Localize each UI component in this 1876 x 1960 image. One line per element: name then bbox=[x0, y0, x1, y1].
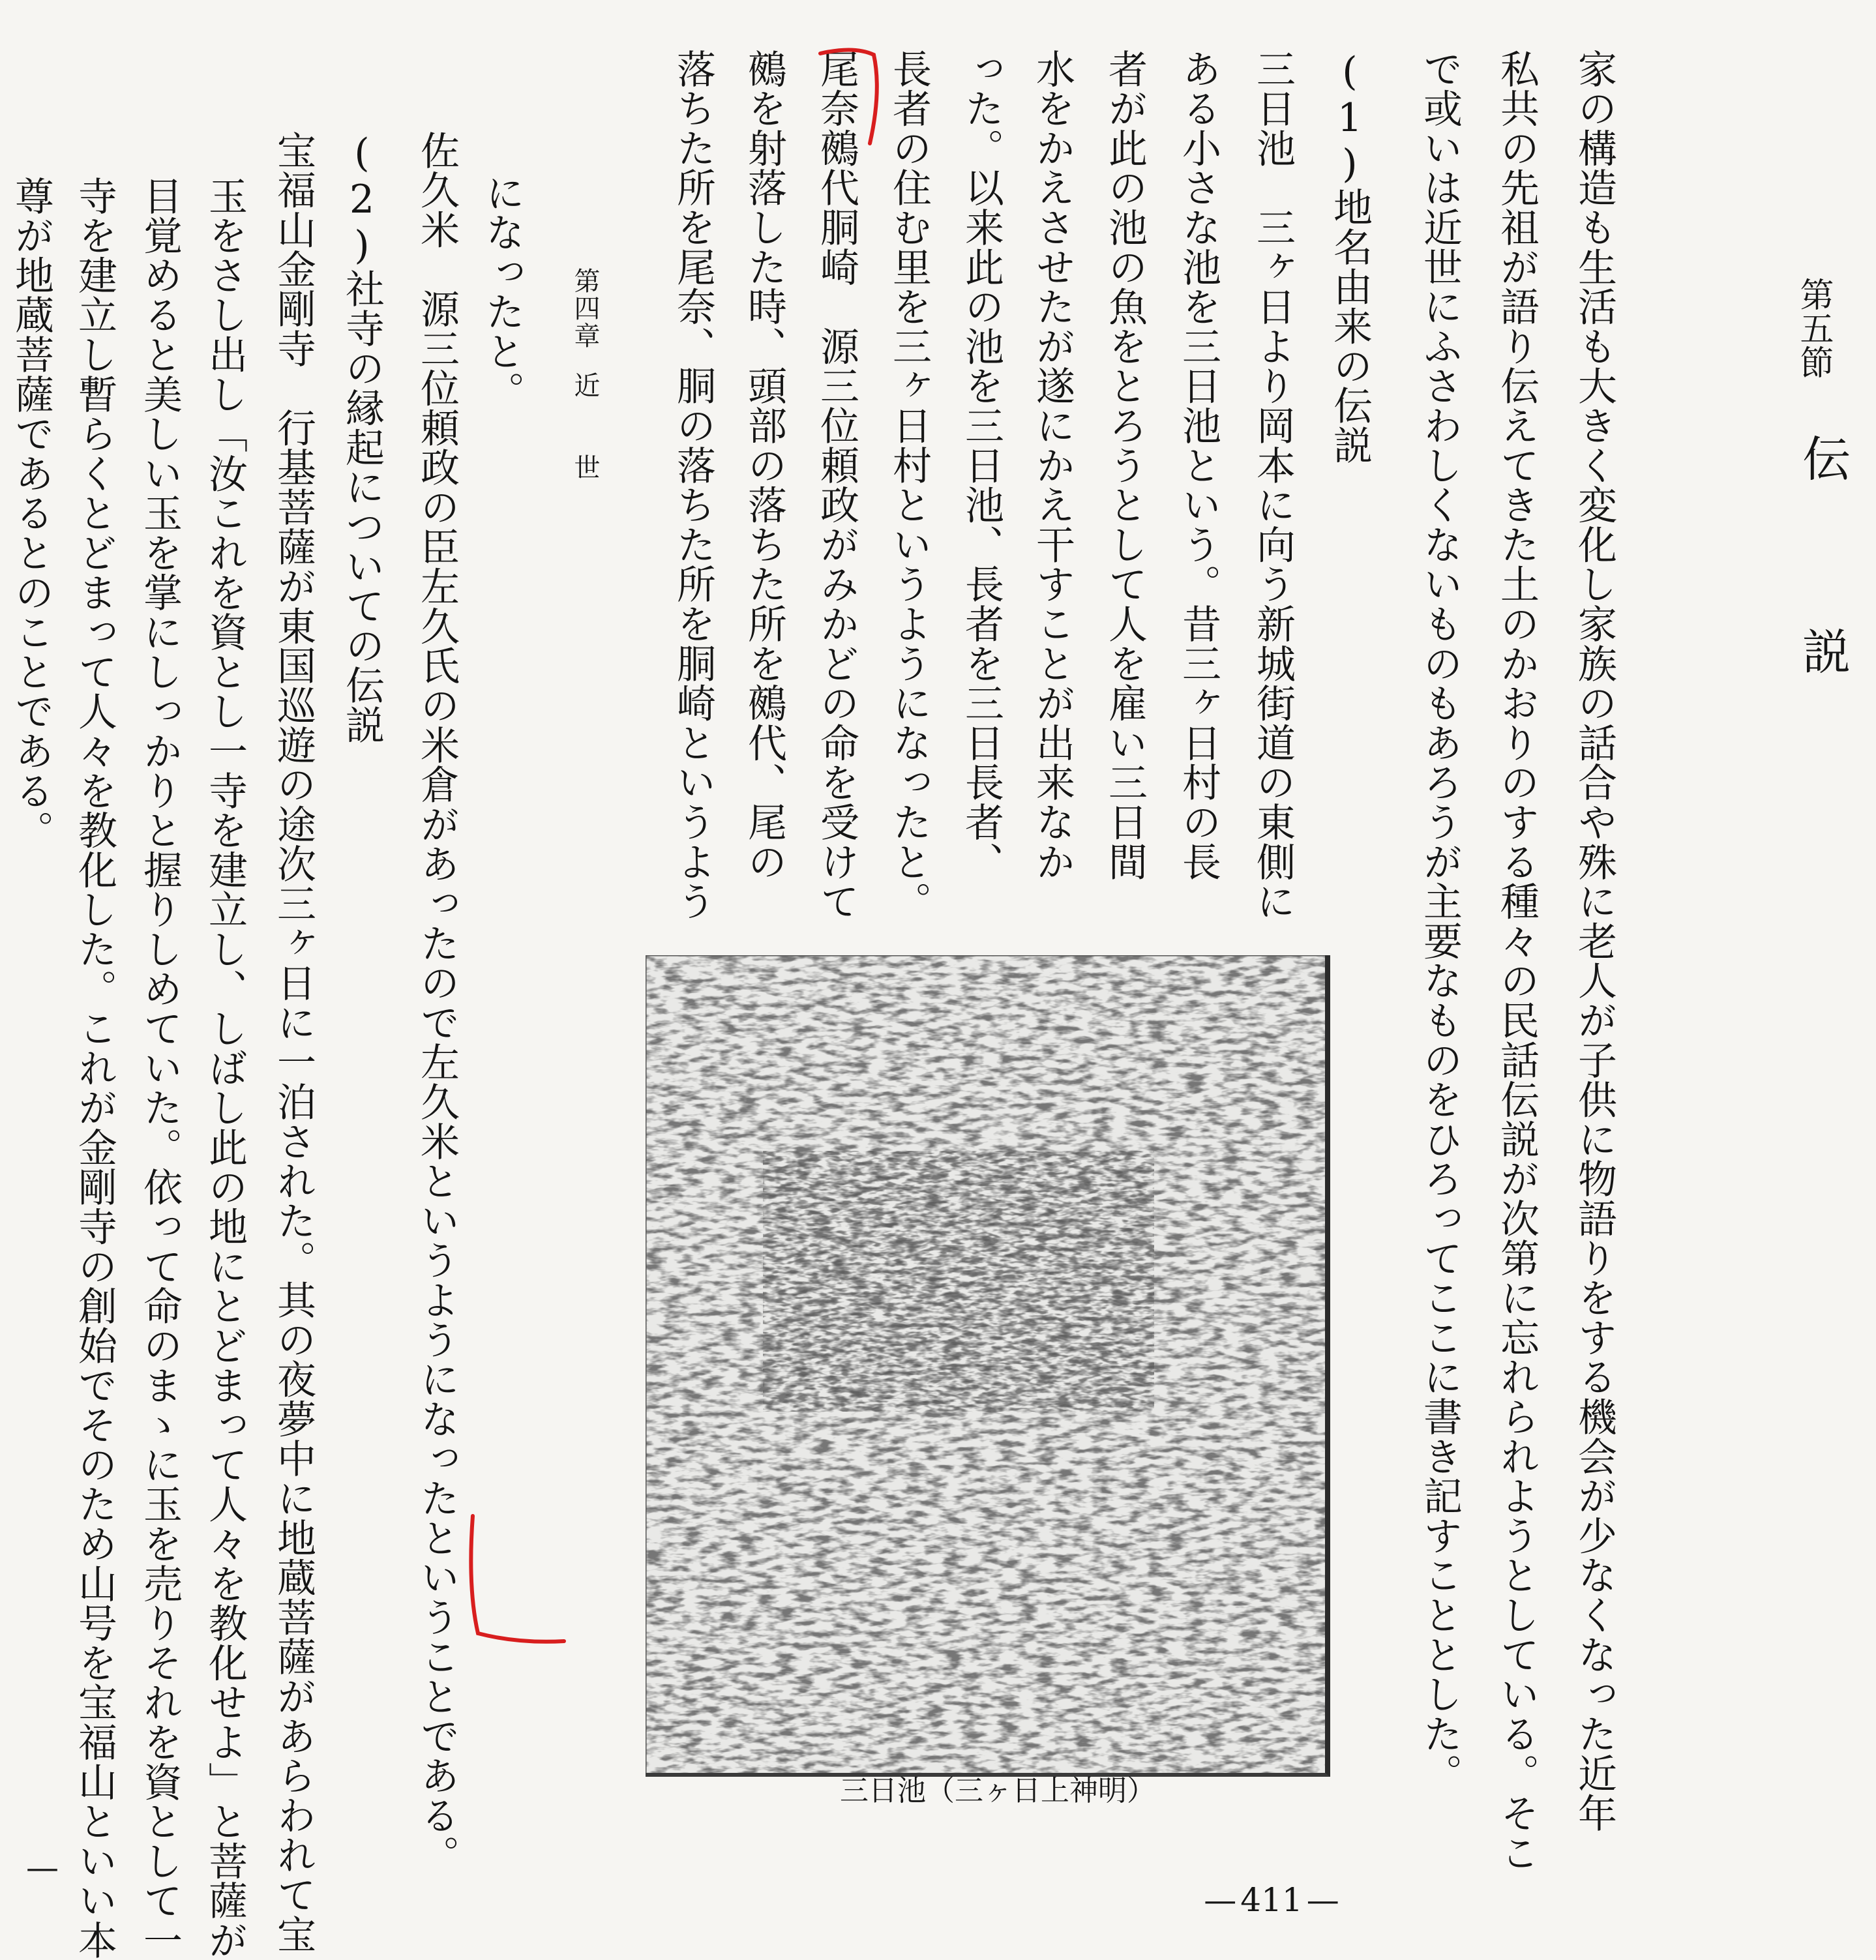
page-number-right-dash: — bbox=[1306, 1881, 1339, 1919]
red-bracket-bottom-stroke bbox=[471, 1516, 564, 1642]
mikkaike-line-2: ある小さな池を三日池という。昔三ヶ日村の長 bbox=[1176, 49, 1221, 882]
pond-photo-image bbox=[646, 955, 1330, 1777]
pond-photo bbox=[646, 955, 1330, 1777]
subsection-heading-temples: (2)社寺の縁起についての伝説 bbox=[339, 130, 385, 745]
mikkaike-line-5: った。以来此の池を三日池、長者を三日長者、 bbox=[959, 49, 1004, 882]
mikkaike-line-3: 者が此の池の魚をとろうとして人を雇い三日間 bbox=[1102, 49, 1148, 882]
onata-line-3: 落ちた所を尾奈、胴の落ちた所を胴崎というよう bbox=[670, 49, 716, 921]
mikkaike-line-4: 水をかえさせたが遂にかえ干すことが出来なか bbox=[1030, 49, 1075, 882]
kongoji-line-2: 玉をさし出し「汝これを資とし一寺を建立し、しばし此の地にとどまって人々を教化せよ」と菩薩が bbox=[202, 176, 248, 1960]
onata-line-4: になったと。 bbox=[479, 173, 525, 411]
onata-line-2: 鵺を射落した時、頭部の落ちた所を鵺代、尾の bbox=[741, 49, 787, 882]
page-number-value: 411 bbox=[1240, 1881, 1303, 1919]
kongoji-line-4: 寺を建立し暫らくとどまって人々を教化した。これが金剛寺の創始でそのため山号を宝福山といい本 bbox=[72, 176, 117, 1960]
margin-dash: — bbox=[26, 1849, 59, 1886]
page-number-left-dash: — bbox=[1204, 1881, 1237, 1919]
red-bracket-bottom bbox=[460, 1509, 577, 1659]
kongoji-line-1: 宝福山金剛寺 行基菩薩が東国巡遊の途次三ヶ日に一泊された。其の夜夢中に地蔵菩薩があらわれて宝 bbox=[271, 130, 316, 1954]
mikkaike-line-1: 三日池 三ヶ日より岡本に向う新城街道の東側に bbox=[1250, 49, 1296, 921]
subsection-heading-place-names: (1)地名由来の伝説 bbox=[1327, 49, 1373, 465]
intro-line-2: 私共の先祖が語り伝えてきた土のかおりのする種々の民話伝説が次第に忘れられようとしている。そこ bbox=[1494, 49, 1540, 1873]
mikkaike-line-6: 長者の住む里を三ヶ日村というようになったと。 bbox=[886, 49, 932, 921]
running-head-title: 近 世 bbox=[570, 372, 600, 481]
kongoji-line-5: 尊が地蔵菩薩であるとのことである。 bbox=[8, 176, 54, 850]
running-head-chapter: 第四章 bbox=[570, 267, 600, 349]
intro-line-3: で或いは近世にふさわしくないものもあろうが主要なものをひろってここに書き記すこととした。 bbox=[1417, 49, 1463, 1794]
intro-line-1: 家の構造も生活も大きく変化し家族の話合や殊に老人が子供に物語りをする機会が少なくなった近年 bbox=[1571, 49, 1617, 1833]
sakume-line: 佐久米 源三位頼政の臣左久氏の米倉があったので左久米というようになったということである。 bbox=[414, 130, 460, 1875]
photo-caption: 三日池（三ヶ日上神明） bbox=[840, 1774, 1155, 1807]
section-label: 第五節 bbox=[1794, 277, 1833, 379]
page-number bbox=[1187, 1881, 1356, 1919]
kongoji-line-3: 目覚めると美しい玉を掌にしっかりと握りしめていた。依って命のまゝに玉を売りそれを資として一 bbox=[137, 176, 183, 1960]
section-title: 伝 説 bbox=[1794, 434, 1851, 675]
onata-line-1: 尾奈鵺代胴崎 源三位頼政がみかどの命を受けて bbox=[814, 49, 859, 921]
